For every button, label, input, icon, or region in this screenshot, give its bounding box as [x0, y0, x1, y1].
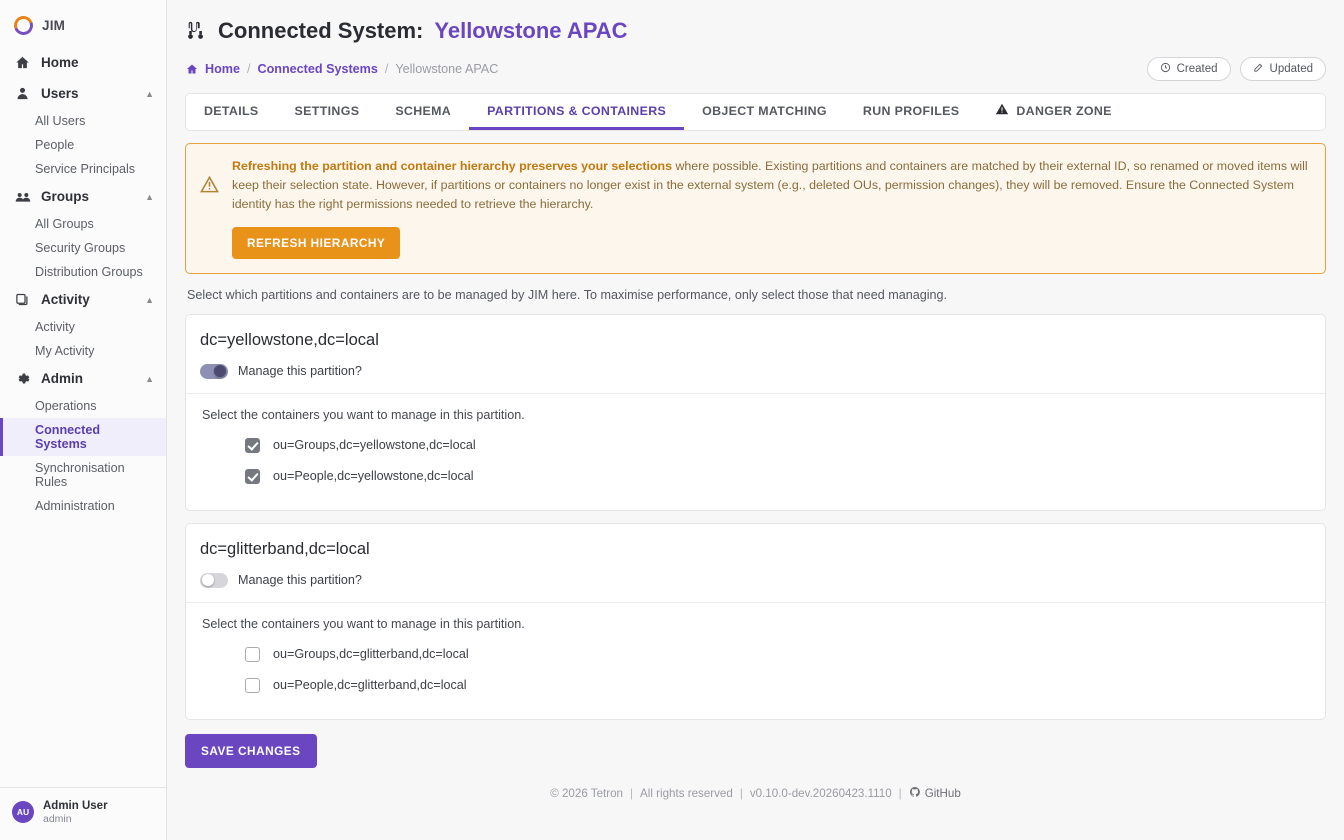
sidebar-item-groups[interactable]: [0, 181, 166, 212]
connection-icon: [185, 20, 207, 42]
warning-triangle-icon: [995, 102, 1009, 119]
tab-danger-zone[interactable]: [977, 94, 1129, 130]
container-checkbox[interactable]: [245, 469, 260, 484]
tab-danger-zone-label: DANGER ZONE: [1016, 103, 1112, 118]
chevron-up-icon: ▲: [145, 88, 154, 99]
breadcrumb-separator: /: [247, 62, 251, 76]
refresh-hierarchy-alert: [185, 143, 1326, 274]
footer-separator: |: [898, 786, 902, 800]
sidebar-item-distribution-groups[interactable]: Distribution Groups: [35, 265, 143, 279]
breadcrumb-current: Yellowstone APAC: [395, 62, 499, 76]
partition-header: [186, 315, 1325, 393]
toggle-knob: [202, 574, 214, 586]
container-row[interactable]: [200, 670, 1311, 701]
brand: [0, 6, 166, 47]
container-row[interactable]: [200, 430, 1311, 461]
footer-rights: All rights reserved: [640, 786, 733, 800]
partition-card: [185, 314, 1326, 511]
sidebar-item-all-users[interactable]: All Users: [35, 114, 86, 128]
page-title-value: Yellowstone APAC: [434, 18, 628, 43]
breadcrumb: [185, 62, 498, 76]
github-icon: [909, 786, 921, 801]
sidebar-item-service-principals[interactable]: Service Principals: [35, 162, 136, 176]
sidebar-item-operations[interactable]: Operations: [35, 399, 97, 413]
chevron-up-icon: ▲: [145, 373, 154, 384]
gear-icon: [14, 370, 31, 387]
sidebar-item-label: Groups: [41, 189, 90, 204]
tab-run-profiles[interactable]: RUN PROFILES: [862, 103, 960, 118]
container-label: ou=People,dc=yellowstone,dc=local: [273, 469, 474, 484]
page-title-prefix: Connected System:: [218, 18, 424, 43]
sidebar-item-activity[interactable]: [0, 284, 166, 315]
sidebar-item-security-groups[interactable]: Security Groups: [35, 241, 126, 255]
updated-button[interactable]: [1240, 57, 1326, 81]
groups-icon: [14, 188, 31, 205]
footer-version: v0.10.0-dev.20260423.1110: [749, 786, 892, 800]
ring-logo-icon: [11, 13, 36, 38]
breadcrumb-row: [185, 57, 1326, 81]
main-content: [167, 0, 1344, 840]
footer-separator: |: [739, 786, 743, 800]
sidebar-user[interactable]: [0, 787, 166, 840]
brand-name: JIM: [42, 18, 66, 33]
footer-copyright: © 2026 Tetron: [550, 786, 624, 800]
partition-card: [185, 523, 1326, 720]
tab-object-matching[interactable]: OBJECT MATCHING: [702, 103, 827, 118]
partition-header: [186, 524, 1325, 602]
sidebar-item-label: Admin: [41, 371, 83, 386]
tab-partitions-containers[interactable]: PARTITIONS & CONTAINERS: [469, 94, 684, 130]
alert-text: [232, 157, 1311, 215]
containers-instruction: Select the containers you want to manage in this partition.: [202, 407, 525, 422]
partition-body: [186, 602, 1325, 719]
sidebar-item-people[interactable]: People: [35, 138, 75, 152]
page-title: [185, 18, 1326, 44]
container-label: ou=People,dc=glitterband,dc=local: [273, 678, 467, 693]
tab-settings[interactable]: SETTINGS: [294, 103, 360, 118]
warning-triangle-icon: [200, 157, 220, 259]
sidebar-item-admin[interactable]: [0, 363, 166, 394]
created-button[interactable]: [1147, 57, 1231, 81]
manage-partition-row: [200, 573, 1311, 588]
partition-body: [186, 393, 1325, 510]
breadcrumb-home[interactable]: Home: [205, 62, 240, 76]
alert-rest-text: where possible. Existing partitions and containers are matched by their external ID, so renamed or moved items will keep their selection state. However, if partitions or containers no longer exist in the external system (e.g., deleted OUs, permission changes), they will be removed. Ensure the Connected System identity has the right permissions needed to retrieve the hierarchy.: [232, 159, 1308, 212]
container-checkbox[interactable]: [245, 438, 260, 453]
sidebar-item-activity-list[interactable]: Activity: [35, 320, 75, 334]
created-label: Created: [1176, 63, 1218, 75]
sidebar-item-administration[interactable]: Administration: [35, 499, 115, 513]
container-label: ou=Groups,dc=glitterband,dc=local: [273, 647, 469, 662]
partition-name: dc=yellowstone,dc=local: [200, 330, 379, 349]
breadcrumb-separator: /: [384, 62, 389, 76]
user-role: admin: [43, 812, 72, 825]
tab-bar: [185, 93, 1326, 131]
sidebar-item-home[interactable]: [0, 47, 166, 78]
containers-instruction: Select the containers you want to manage in this partition.: [202, 616, 525, 631]
manage-partition-row: [200, 364, 1311, 379]
manage-partition-label: Manage this partition?: [238, 364, 362, 379]
activity-icon: [14, 291, 31, 308]
user-icon: [14, 85, 31, 102]
sidebar-item-users[interactable]: [0, 78, 166, 109]
save-changes-button[interactable]: SAVE CHANGES: [185, 734, 317, 768]
alert-strong-text: Refreshing the partition and container hierarchy preserves your selections: [232, 159, 673, 173]
home-icon: [14, 54, 31, 71]
container-checkbox[interactable]: [245, 678, 260, 693]
updated-label: Updated: [1269, 63, 1313, 75]
github-link[interactable]: [909, 786, 961, 801]
partition-name: dc=glitterband,dc=local: [200, 539, 370, 558]
footer-separator: |: [630, 786, 634, 800]
clock-icon: [1160, 62, 1171, 76]
container-label: ou=Groups,dc=yellowstone,dc=local: [273, 438, 476, 453]
pencil-icon: [1253, 62, 1264, 76]
avatar: AU: [12, 801, 34, 823]
tab-details[interactable]: DETAILS: [204, 103, 259, 118]
container-row[interactable]: [200, 639, 1311, 670]
toggle-knob: [214, 365, 226, 377]
sidebar-item-all-groups[interactable]: All Groups: [35, 217, 94, 231]
github-label: GitHub: [924, 786, 961, 800]
container-checkbox[interactable]: [245, 647, 260, 662]
home-icon: [185, 63, 198, 76]
sidebar-nav: [0, 47, 166, 520]
sidebar-spacer: [0, 520, 166, 787]
breadcrumb-connected-systems[interactable]: Connected Systems: [257, 62, 378, 76]
chevron-up-icon: ▲: [145, 191, 154, 202]
sidebar-item-label: Users: [41, 86, 79, 101]
sidebar-item-label: Activity: [41, 292, 90, 307]
user-name: Admin User: [43, 799, 108, 812]
sidebar-item-synchronisation-rules[interactable]: Synchronisation Rules: [35, 461, 125, 489]
manage-partition-toggle[interactable]: [200, 573, 228, 588]
manage-partition-toggle[interactable]: [200, 364, 228, 379]
chevron-up-icon: ▲: [145, 294, 154, 305]
sidebar: [0, 0, 167, 840]
tab-schema[interactable]: SCHEMA: [395, 103, 452, 118]
refresh-hierarchy-button[interactable]: REFRESH HIERARCHY: [232, 227, 400, 259]
sidebar-item-connected-systems[interactable]: Connected Systems: [0, 418, 166, 456]
sidebar-item-label: Home: [41, 55, 79, 70]
manage-partition-label: Manage this partition?: [238, 573, 362, 588]
sidebar-item-my-activity[interactable]: My Activity: [35, 344, 95, 358]
container-row[interactable]: [200, 461, 1311, 492]
helper-text: Select which partitions and containers are to be managed by JIM here. To maximise performance, only select those that need managing.: [187, 287, 948, 302]
footer: [185, 786, 1326, 801]
